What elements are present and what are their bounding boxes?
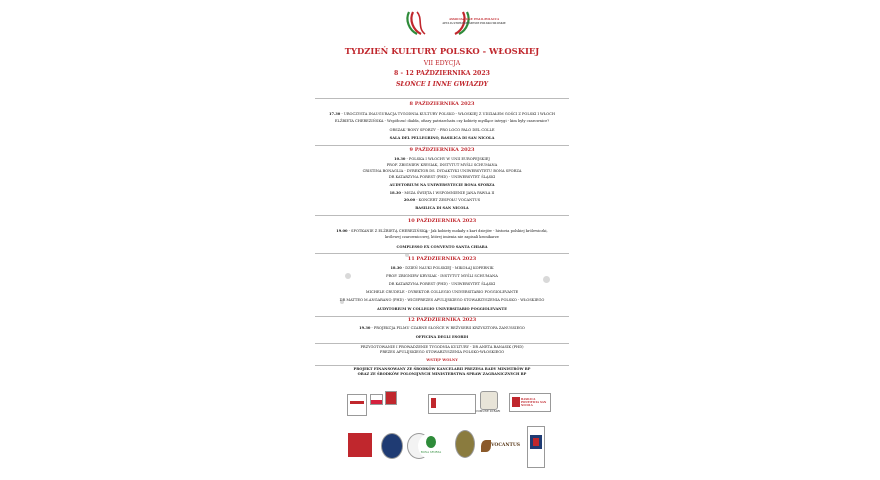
divider [315, 365, 569, 366]
event-line [305, 266, 579, 270]
event-text: - PROJEKCJA FILMU CZARNE SŁOŃCE W REŻYSERII KRZYSZTOFA ZANUSSIEGO [370, 326, 525, 330]
event-line [305, 274, 579, 278]
event-line [305, 119, 579, 123]
event-line [305, 157, 579, 161]
comune-label: COMUNE DI BARI [475, 410, 501, 413]
event-line [305, 169, 579, 173]
schuman-institute-logo [381, 433, 403, 459]
event-text: - SPOTKANIE Z ELŻBIETĄ CHEREZIŃSKĄ - Jak kobiety mokały z kart dziejów - historia polskiej królewiczki, [347, 229, 548, 233]
event-text: ELŻBIETA CHEREZIŃSKA - Współczuć diabła, ofiary patriarchatu czy kobiety mydlące intrygi - kim były czarownice? [334, 119, 550, 123]
event-text: PROF. ZBIGNIEW KRYSIAK - INSTYTUT MYŚLI SCHUMANA [386, 274, 498, 278]
association-name: ASSOCIAZIONE ITALO-POLACCA [448, 17, 500, 21]
eagle-emblem-icon [385, 391, 397, 405]
event-text: DR MATTEO M.ANGARANO (PHD) - WICEPREZES APULIJSKIEGO STOWARZYSZENIA POLSKO - WŁOSKIEGO [339, 298, 545, 302]
event-venue: BASILICA DI SAN NICOLA [415, 206, 469, 210]
event-text: MICHELE CRUDELE - DYREKTOR COLLEGIO UNIVERSITARIO POGGIOLEVANTE [365, 290, 519, 294]
event-text: królewej czarownicowej, której imienia nie zapisali kronikarze [385, 235, 499, 239]
event-venue: SALA DEL PELLEGRINO, BASILICA DI SAN NICOLA [389, 136, 495, 140]
organizer-line: PRZYGOTOWANIE I PROWADZENIE TYGODNIA KULTURY - DR ANETA BANASIK (PHD) [360, 345, 524, 349]
vocantus-label: VOCANTUS [491, 443, 521, 448]
bona-sforza-emblem-icon [418, 433, 444, 459]
event-text: PROF. ZBIGNIEW KRYSIAK, INSTYTUT MYŚLI SCHUMANA [386, 163, 498, 167]
event-text: DR KATARZYNA FOREST (PHD) - UNIWERSYTET ŚLĄSKI [388, 282, 496, 286]
divider [315, 253, 569, 254]
event-text: - POLSKA I WŁOCHY W UNII EUROPEJSKIEJ [405, 157, 490, 161]
poster-title: TYDZIEŃ KULTURY POLSKO - WŁOSKIEJ [344, 46, 540, 56]
edition: VII EDYCJA [423, 60, 461, 67]
entry-note: WSTĘP WOLNY [426, 358, 458, 362]
college-shield-logo [527, 426, 545, 468]
basilica-logo [509, 393, 551, 412]
ministry-logo [428, 394, 476, 414]
event-line [305, 175, 579, 179]
event-line [305, 128, 579, 132]
polish-flag-icon [370, 394, 383, 405]
ex-sunrise-logo [348, 433, 372, 457]
event-line [305, 163, 579, 167]
event-venue: AUDYTORIUM NA UNIWERSYTECIE BONA SFORZA [389, 183, 495, 187]
event-text: DR KATARZYNA FOREST (PHD) - UNIWERSYTET ŚLĄSKI [388, 175, 496, 179]
event-venue: AUDYTORIUM W COLLEGIO UNIVERSITARIO POGGIOLEVANTE [377, 307, 507, 311]
date-range: 8 - 12 PAŹDZIERNIKA 2023 [394, 70, 490, 77]
event-line [305, 326, 579, 330]
vocantus-logo [481, 440, 521, 454]
funding-line: ORAZ ZE ŚRODKÓW POLONIJNYCH MINISTERSTWA SPRAW ZAGRANICZNYCH RP [357, 372, 527, 376]
association-subname: APULIA STOWARZYSZENIE POLSKO-WŁOSKIE [442, 22, 506, 25]
motto: SŁOŃCE I INNE GWIAZDY [395, 81, 489, 88]
event-text: CRISTINA BONAGLIA - DYREKTOR DS. DYDAKTYKI UNIWERSYTETU BONA SFORZA [362, 169, 522, 173]
funding-line: PROJEKT FINANSOWANY ZE ŚRODKÓW KANCELARII PREZESA RADY MINISTRÓW RP [353, 367, 531, 371]
event-line [305, 282, 579, 286]
day-date: 10 PAŹDZIERNIKA 2023 [407, 218, 477, 224]
event-line [305, 298, 579, 302]
college-seal-icon [455, 430, 475, 458]
event-time: 18.30 [390, 266, 402, 270]
event-time: 17.30 [329, 112, 341, 116]
event-line [305, 235, 579, 239]
day-date: 9 PAŹDZIERNIKA 2023 [409, 147, 475, 153]
event-line [305, 290, 579, 294]
event-line [305, 112, 579, 116]
event-text: - MSZA ŚWIĘTA I WSPOMNIENIE JANA PAWŁA II [400, 191, 495, 195]
event-time: 20.00 [403, 198, 416, 202]
event-line [305, 229, 579, 233]
bona-sforza-label: BONA SFORZA [420, 451, 442, 454]
divider [315, 145, 569, 146]
chancellery-logo [347, 394, 367, 416]
divider [315, 98, 569, 99]
event-venue: OFFICINA DEGLI ESORDI [415, 335, 469, 339]
bari-coat-of-arms-icon [480, 391, 498, 410]
event-text: - UROCZYSTA INAUGURACJA TYGODNIA KULTURY POLSKO - WŁOSKIEJ Z UDZIAŁEM GOŚCI Z POLSKI I WŁOCH [340, 112, 555, 116]
event-venue: COMPLESSO EX CONVENTO SANTA CHIARA [396, 245, 488, 249]
event-time: 10.30 [394, 157, 406, 161]
event-time: 19.30 [359, 326, 371, 330]
organizer-line: PREZES APULIJSKIEGO STOWARZYSZENIA POLSKO-WŁOSKIEGO [379, 350, 505, 354]
day-date: 8 PAŹDZIERNIKA 2023 [409, 101, 475, 107]
event-time: 19.00 [336, 229, 348, 233]
divider [315, 343, 569, 344]
event-text: - DZIEŃ NAUKI POLSKIEJ - MIKOŁAJ KOPERNIK [401, 266, 494, 270]
event-time: 18.30 [389, 191, 401, 195]
event-text: - KONCERT ZESPOŁU VOCANTUS [415, 198, 481, 202]
event-line [305, 191, 579, 195]
basilica-label: BASILICA PONTIFICIA SAN NICOLA [521, 398, 547, 407]
event-poster [305, 8, 579, 474]
event-line [305, 198, 579, 202]
day-date: 12 PAŹDZIERNIKA 2023 [407, 317, 477, 323]
event-text: ORSZAK 'BONY SFORZY' - PRO LOCO PALO DEL COLLE [389, 128, 495, 132]
day-date: 11 PAŹDZIERNIKA 2023 [407, 256, 477, 262]
divider [315, 215, 569, 216]
